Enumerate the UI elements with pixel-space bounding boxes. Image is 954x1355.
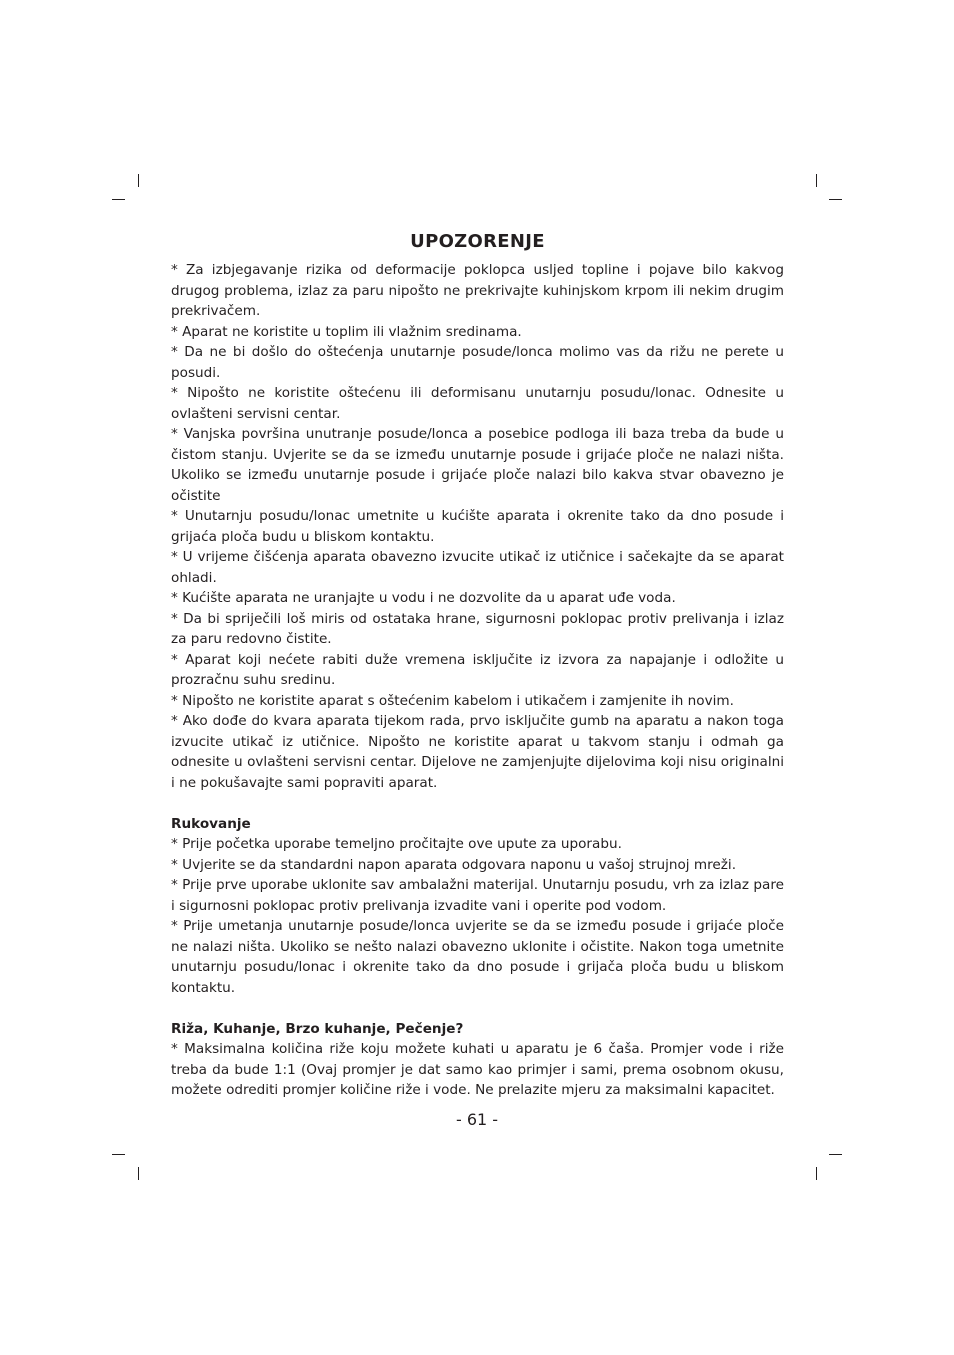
handling-item: * Uvjerite se da standardni napon aparata odgovara naponu u vašoj strujnoj mreži. [171, 856, 737, 873]
crop-mark-bottom-right-vertical [816, 1167, 817, 1180]
crop-mark-top-right-horizontal [829, 199, 842, 200]
handling-item: * Prije umetanja unutarnje posude/lonca uvjerite se da se između posude i grijaće ploče ne nalazi ništa. Ukoliko se nešto nalazi obavezno uklonite i očistite. Nakon toga umetnite unutarnju posudu/lonac i okrenite tako da dno posude i grijača ploča budu u bliskom kontaktu. [171, 918, 784, 996]
warning-item: * Aparat koji nećete rabiti duže vremena isključite iz izvora za napajanje i odložite u prozračnu suhu sredinu. [171, 651, 784, 688]
crop-mark-top-right-vertical [816, 174, 817, 187]
crop-mark-top-left-horizontal [112, 199, 125, 200]
section-spacer [171, 793, 784, 814]
page-number: - 61 - [455, 1110, 499, 1129]
crop-mark-top-left-vertical [138, 174, 139, 187]
handling-item: * Prije prve uporabe uklonite sav ambalažni materijal. Unutarnju posudu, vrh za izlaz pare i sigurnosni poklopac protiv prelivanja izvadite vani i operite pod vodom. [171, 877, 784, 914]
warning-item: * Ako dođe do kvara aparata tijekom rada, prvo isključite gumb na aparatu a nakon toga izvucite utikač iz utičnice. Nipošto ne koristite aparat u takvom stanju i odmah ga odnesite u ovlašteni servisni centar. Dijelove ne zamjenjujte dijelovima koji nisu originalni i ne pokušavajte sami popraviti aparat. [171, 713, 784, 791]
warning-item: * U vrijeme čišćenja aparata obavezno izvucite utikač iz utičnice i sačekajte da se aparat ohladi. [171, 549, 784, 586]
page-content [171, 230, 784, 1101]
crop-mark-bottom-left-horizontal [112, 1154, 125, 1155]
warning-item: * Za izbjegavanje rizika od deformacije poklopca usljed topline i pojave bilo kakvog drugog problema, izlaz za paru nipošto ne prekrivajte kuhinjskom krpom ili nekim drugim prekrivačem. [171, 262, 784, 319]
warning-item: * Nipošto ne koristite aparat s oštećenim kabelom i utikačem i zamjenite ih novim. [171, 692, 734, 709]
warning-item: * Nipošto ne koristite oštećenu ili deformisanu unutarnju posudu/lonac. Odnesite u ovlašteni servisni centar. [171, 385, 784, 422]
cooking-section [171, 1019, 784, 1101]
cooking-heading: Riža, Kuhanje, Brzo kuhanje, Pečenje? [171, 1020, 464, 1037]
warnings-list [171, 260, 784, 793]
warning-item: * Da bi spriječili loš miris od ostataka hrane, sigurnosni poklopac protiv prelivanja i izlaz za paru redovno čistite. [171, 610, 784, 647]
cooking-item: * Maksimalna količina riže koju možete kuhati u aparatu je 6 čaša. Promjer vode i riže treba da bude 1:1 (Ovaj promjer je dat samo kao primjer i sami, prema osobnom okusu, možete odrediti promjer količine riže i vode. Ne prelazite mjeru za maksimalni kapacitet. [171, 1041, 784, 1098]
warning-item: * Unutarnju posudu/lonac umetnite u kućište aparata i okrenite tako da dno posude i grijaća ploča budu u bliskom kontaktu. [171, 508, 784, 545]
handling-section [171, 814, 784, 999]
section-spacer [171, 998, 784, 1019]
warning-item: * Kućište aparata ne uranjajte u vodu i ne dozvolite da u aparat uđe voda. [171, 590, 676, 606]
warning-item: * Vanjska površina unutranje posude/lonca a posebice podloga ili baza treba da bude u čistom stanju. Uvjerite se da se između unutarnje posude i grijaće ploče ne nalazi ništa. Ukoliko se između unutarnje posude i grijaće ploče nalazi bilo kakva stvar obavezno je očistite [171, 426, 784, 504]
crop-mark-bottom-right-horizontal [829, 1154, 842, 1155]
warning-item: * Da ne bi došlo do oštećenja unutarnje posude/lonca molimo vas da rižu ne perete u posudi. [171, 344, 784, 381]
warning-item: * Aparat ne koristite u toplim ili vlažnim sredinama. [171, 323, 522, 340]
page-title: UPOZORENJE [410, 231, 545, 252]
crop-mark-bottom-left-vertical [138, 1167, 139, 1180]
handling-item: * Prije početka uporabe temeljno pročitajte ove upute za uporabu. [171, 836, 622, 852]
handling-heading: Rukovanje [171, 815, 251, 832]
